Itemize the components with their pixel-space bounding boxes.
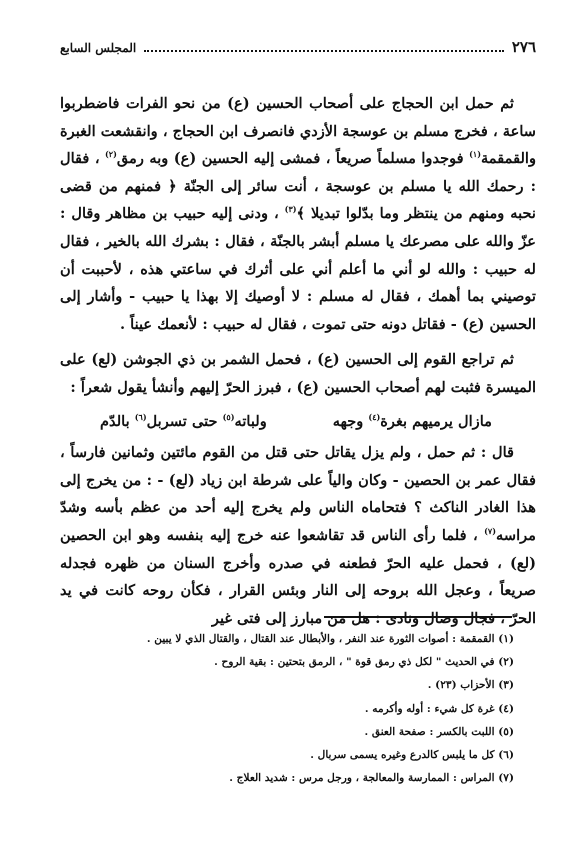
text-run: ثم حمل ابن الحجاج على أصحاب الحسين (ع) من نحو الفرات فاضطربوا ساعة ، فخرج مسلم بن عوسجة الأزدي فانصرف ابن الحجاج ، وانقشعت الغبرة والقمقمة: [60, 95, 536, 168]
text-run: ولباته: [234, 412, 267, 430]
text-run: ، فقال : رحمك الله يا مسلم بن عوسجة ، أنت سائر إلى الجنّة: [60, 150, 536, 195]
footnote-6: (٦) كل ما يلبس كالدرع وغيره يسمى سربال .: [310, 749, 514, 762]
paragraph-3: [60, 439, 536, 632]
footnote-ref: (٢): [105, 149, 117, 160]
paragraph-1: [60, 90, 536, 338]
footnote-ref: (٥): [222, 411, 235, 422]
text-run: فوجدوا مسلماً صريعاً ، فمشى إليه الحسين (ع) وبه رمق: [116, 150, 470, 168]
poetry-verse: [60, 408, 536, 436]
footnote-ref: (٦): [134, 411, 147, 422]
paragraph-2: [60, 346, 536, 401]
footnote-ref: (١): [469, 149, 481, 160]
footnote-ref: (٤): [368, 411, 381, 422]
footnote-ref: (٧): [484, 526, 497, 537]
header-dotted-leader: [144, 42, 504, 52]
chapter-title: المجلس السابع: [60, 41, 137, 55]
footnotes: [60, 628, 514, 790]
text-run: ، فلما رأى الناس قد تقاشعوا عنه خرج إليه بنفسه وهو ابن الحصين (لع) ، فحمل عليه الحرّ فطعنه في صدره وأخرج السنان من ظهره فجدله صريعاً ، وعجل الله بروحه إلى النار وبئس القرار ، فكأن روحه كانت في يد الحرّ ، فجال وصال ونادى : هل من مبارز إلى فتى غير: [60, 526, 536, 627]
verse-hemistich-left: [100, 408, 267, 436]
footnote-ref: (٣): [284, 204, 297, 215]
footnote-7: (٧) المراس : الممارسة والمعالجة ، ورجل مرس : شديد العلاج .: [229, 772, 514, 785]
footnote-1: (١) القمقمة : أصوات الثورة عند النفر ، والأبطال عند القتال ، والقتال الذي لا يبين .: [146, 633, 514, 645]
footnote-3: (٣) الأحزاب (٢٣) .: [427, 679, 514, 692]
text-run: وجهه: [332, 412, 369, 430]
text-run: ثم تراجع القوم إلى الحسين (ع) ، فحمل الشمر بن ذي الجوشن (لع) على الميسرة فثبت لهم أصحاب الحسين (ع) ، فبرز الحرّ إليهم وأنشأ يقول شعراً :: [60, 351, 536, 396]
text-run: ، ودنى إليه حبيب بن مظاهر وقال : عزّ والله على مصرعك يا مسلم أبشر بالجنّة ، فقال : بشرك الله بالخير ، فقال له حبيب : والله لو أني ما أعلم أني على أثرك في ساعتي هذه ، لأحببت أن توصيني بما أهمك ، فقال له مسلم : لا أوصيك إلا بهذا يا حبيب - وأشار إلى الحسين (ع) - فقاتل دونه حتى تموت ، فقال له حبيب : لأنعمك عيناً .: [60, 205, 536, 333]
text-run: مازال يرميهم بغرة: [380, 412, 492, 430]
running-header: [60, 38, 536, 58]
footnote-divider: [324, 616, 512, 618]
verse-hemistich-right: [333, 408, 492, 436]
book-page: [60, 38, 536, 632]
page-number: ٢٧٦: [511, 38, 536, 56]
footnote-2: (٢) في الحديث " لكل ذي رمق قوة " ، الرمق بتحتين : بقية الروح .: [214, 656, 514, 669]
text-run: حتى تسربل: [146, 412, 223, 430]
text-run: بالدّم: [100, 412, 135, 430]
text-run: قال : ثم حمل ، ولم يزل يقاتل حتى قتل من القوم مائتين وثمانين فارساً ، فقال عمر بن الحصين - وكان والياً على شرطة ابن زياد (لع) - : من يخرج إلى هذا الغادر الناكث ؟ فتحاماه الناس ولم يخرج إليه أحد من عظم بأسه وشدّ مراسه: [60, 444, 536, 544]
footnote-4: (٤) غرة كل شيء : أوله وأكرمه .: [364, 702, 514, 715]
quran-verse: ﴿ فمنهم من قضى نحبه ومنهم من ينتظر وما بدّلوا تبديلا ﴾: [60, 177, 536, 223]
main-text: [60, 90, 536, 632]
footnote-5: (٥) اللبت بالكسر : صفحة العنق .: [364, 725, 514, 738]
